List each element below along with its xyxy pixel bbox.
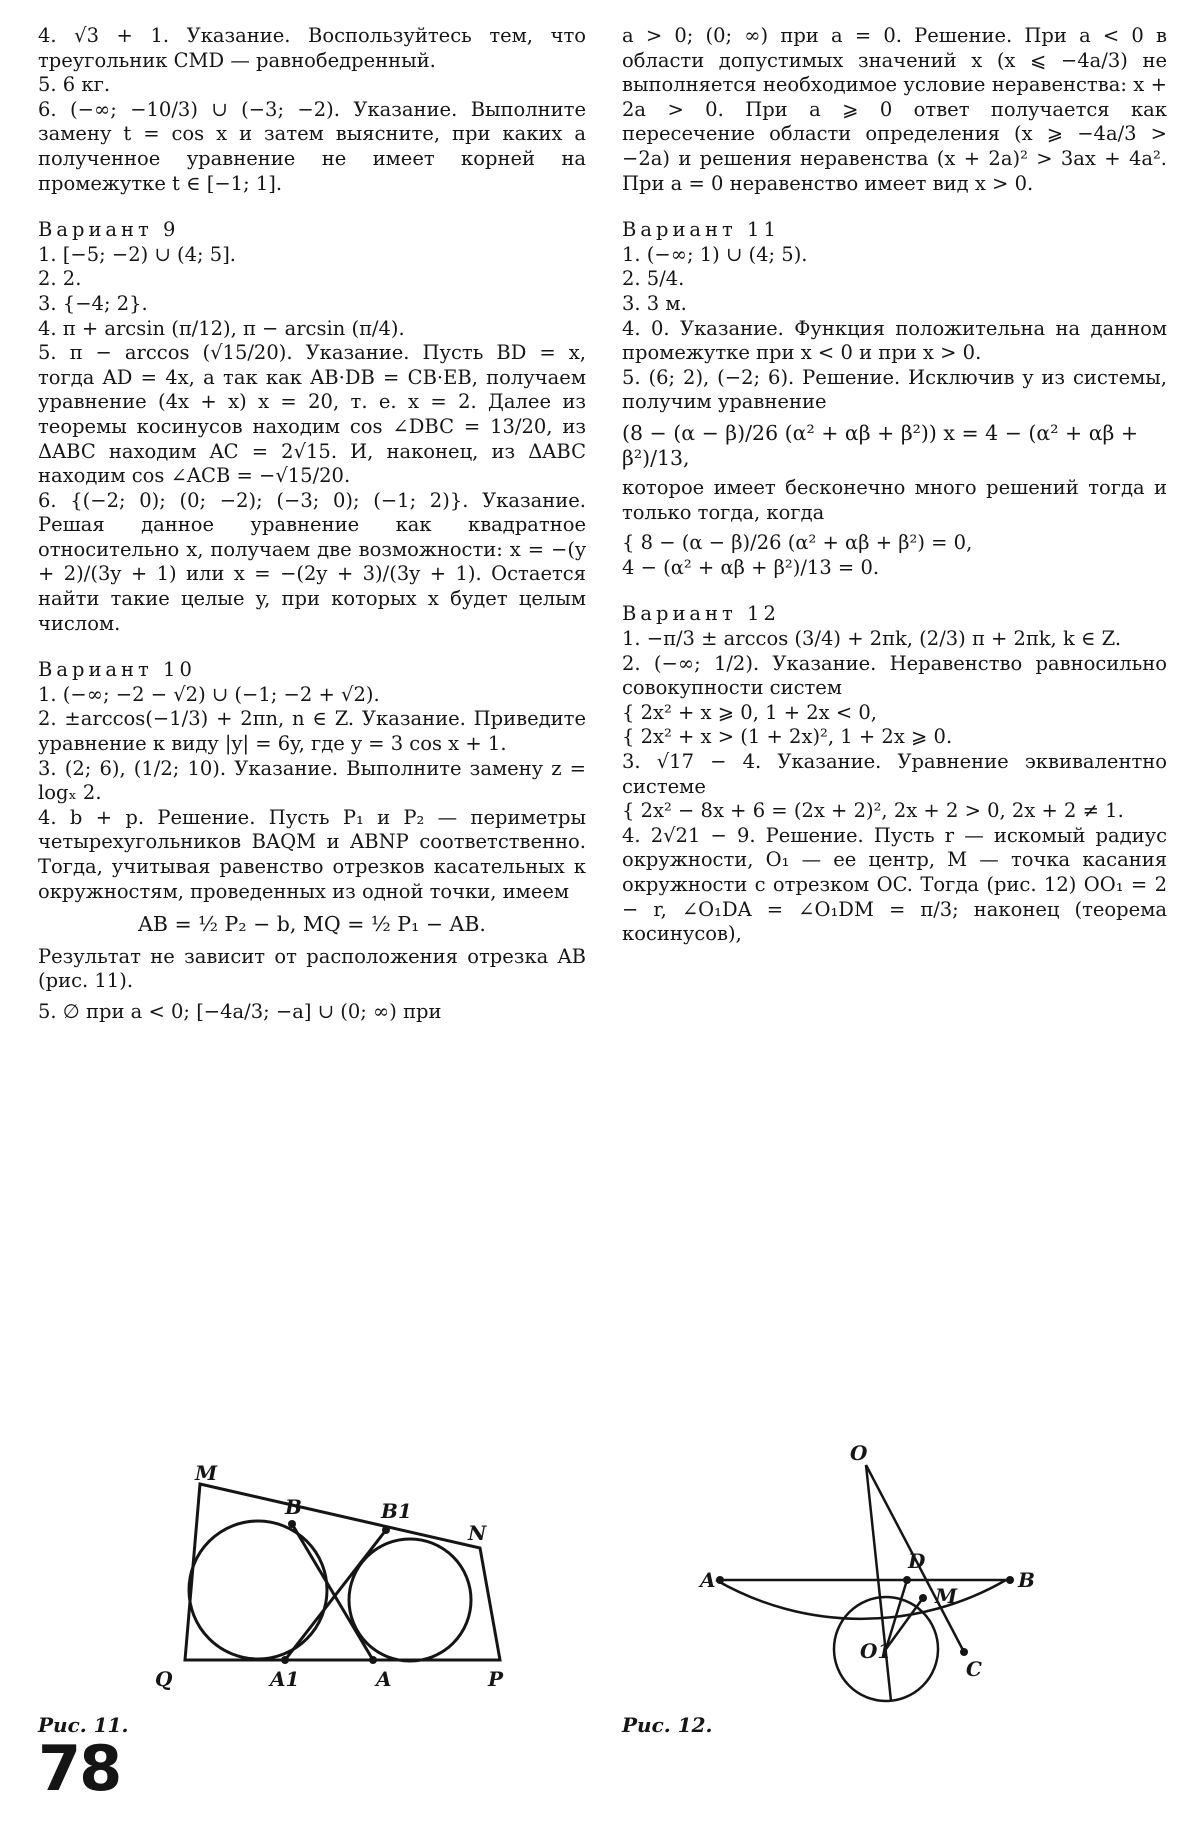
fig12-label-b: B bbox=[1018, 1568, 1035, 1592]
v12-answer-4: 4. 2√21 − 9. Решение. Пусть r — искомый радиус окружности, O₁ — ее центр, M — точка касания окружности с отрезком OC. Тогда (рис. 12) OO₁ = 2 − r, ∠O₁DA = ∠O₁DM = π/3; наконец (теорема косинусов), bbox=[622, 823, 1167, 946]
variant-12-heading: Вариант 12 bbox=[622, 602, 780, 626]
fig11-circle-left bbox=[189, 1521, 327, 1659]
variant-11-heading: Вариант 11 bbox=[622, 218, 780, 242]
fig12-label-o: O bbox=[850, 1441, 868, 1465]
v12-system-2: { 2x² + x > (1 + 2x)², 1 + 2x ⩾ 0. bbox=[622, 725, 953, 749]
v9-answer-3: 3. {−4; 2}. bbox=[38, 291, 148, 315]
fig11-label-a: A bbox=[376, 1667, 392, 1691]
fig12-arc bbox=[716, 1580, 1006, 1619]
variant-9-heading: Вариант 9 bbox=[38, 218, 180, 242]
fig11-label-q: Q bbox=[155, 1667, 173, 1691]
figure-12-caption: Рис. 12. bbox=[622, 1713, 713, 1737]
v10-formula: AB = ½ P₂ − b, MQ = ½ P₁ − AB. bbox=[138, 912, 486, 937]
v10-answer-1: 1. (−∞; −2 − √2) ∪ (−1; −2 + √2). bbox=[38, 682, 380, 706]
fig12-line-od bbox=[866, 1465, 891, 1701]
v10-answer-2: 2. ±arccos(−1/3) + 2πn, n ∈ Z. Указание. Приведите уравнение к виду |y| = 6y, где y = 3 cos x + 1. bbox=[38, 707, 586, 756]
v12-system-1: { 2x² + x ⩾ 0, 1 + 2x < 0, bbox=[622, 700, 877, 724]
fig12-label-m: M bbox=[935, 1584, 958, 1608]
v9-answer-4: 4. π + arcsin (π/12), π − arcsin (π/4). bbox=[38, 316, 405, 340]
fig12-label-a: A bbox=[700, 1568, 716, 1592]
fig11-label-b: B bbox=[285, 1495, 302, 1519]
v12-system-3: { 2x² − 8x + 6 = (2x + 2)², 2x + 2 > 0, 2x + 2 ≠ 1. bbox=[622, 799, 1124, 823]
figure-11-caption: Рис. 11. bbox=[38, 1713, 129, 1737]
answer-4: 4. √3 + 1. Указание. Воспользуйтесь тем, что треугольник CMD — равнобедренный. bbox=[38, 24, 586, 72]
fig11-label-m: M bbox=[195, 1461, 218, 1485]
v10-answer-3: 3. (2; 6), (1/2; 10). Указание. Выполните замену z = logₓ 2. bbox=[38, 756, 586, 805]
answer-5: 5. 6 кг. bbox=[38, 73, 111, 97]
fig11-label-b1: B1 bbox=[381, 1499, 412, 1523]
v11-system-line-2: 4 − (α² + αβ + β²)/13 = 0. bbox=[622, 555, 880, 579]
v10-answer-5: 5. ∅ при a < 0; [−4a/3; −a] ∪ (0; ∞) при bbox=[38, 999, 442, 1023]
fig11-quadrilateral bbox=[185, 1484, 500, 1660]
fig11-circle-right bbox=[349, 1539, 471, 1661]
v11-text: которое имеет бесконечно много решений тогда и только тогда, когда bbox=[622, 476, 1167, 524]
figures bbox=[0, 1420, 1200, 1737]
fig12-line-o1m bbox=[886, 1598, 923, 1649]
fig11-label-n: N bbox=[468, 1521, 487, 1545]
v11-answer-5: 5. (6; 2), (−2; 6). Решение. Исключив y из системы, получим уравнение bbox=[622, 365, 1167, 414]
fig12-label-o1: O1 bbox=[860, 1639, 892, 1663]
variant-10-heading: Вариант 10 bbox=[38, 658, 196, 682]
v9-answer-2: 2. 2. bbox=[38, 267, 82, 291]
fig11-label-a1: A1 bbox=[270, 1667, 300, 1691]
v12-answer-1: 1. −π/3 ± arccos (3/4) + 2πk, (2/3) π + 2πk, k ∈ Z. bbox=[622, 627, 1122, 651]
v10-answer-5-cont: a > 0; (0; ∞) при a = 0. Решение. При a < 0 в области допустимых значений x (x ⩽ −4a/3) не выполняется необходимое условие неравенства: x + 2a > 0. При a ⩾ 0 ответ получается как пересечение области определения (x ⩾ −4a/3 > −2a) и решения неравенства (x + 2a)² > 3ax + 4a². При a = 0 неравенство имеет вид x > 0. bbox=[622, 24, 1167, 195]
v11-equation: (8 − (α − β)/26 (α² + αβ + β²)) x = 4 − (α² + αβ + β²)/13, bbox=[622, 420, 1139, 470]
v12-answer-3: 3. √17 − 4. Указание. Уравнение эквивалентно системе bbox=[622, 750, 1167, 798]
v11-answer-4: 4. 0. Указание. Функция положительна на данном промежутке при x < 0 и при x > 0. bbox=[622, 316, 1167, 365]
fig12-label-c: C bbox=[966, 1657, 982, 1681]
figure-11 bbox=[185, 1484, 500, 1661]
v12-answer-2: 2. (−∞; 1/2). Указание. Неравенство равносильно совокупности систем bbox=[622, 651, 1167, 700]
v10-result: Результат не зависит от расположения отрезка AB (рис. 11). bbox=[38, 944, 586, 993]
v9-answer-6: 6. {(−2; 0); (0; −2); (−3; 0); (−1; 2)}. Указание. Решая данное уравнение как квадратное относительно x, получаем две возможности: x = −(y + 2)/(3y + 1) или x = −(2y + 3)/(3y + 1). Остается найти такие целые y, при которых x будет целым числом. bbox=[38, 488, 586, 635]
v9-answer-5: 5. π − arccos (√15/20). Указание. Пусть BD = x, тогда AD = 4x, а так как AB·DB = CB·EB, получаем уравнение (4x + x) x = 20, т. е. x = 2. Далее из теоремы косинусов находим cos ∠DBC = 13/20, из ΔABC находим AC = 2√15. И, наконец, из ΔABC находим cos ∠ACB = −√15/20. bbox=[38, 341, 586, 488]
fig11-label-p: P bbox=[488, 1667, 504, 1691]
v11-system-line-1: { 8 − (α − β)/26 (α² + αβ + β²) = 0, bbox=[622, 531, 973, 555]
page-number: 78 bbox=[38, 1732, 121, 1805]
v11-answer-3: 3. 3 м. bbox=[622, 291, 687, 315]
fig11-tangent-2 bbox=[285, 1530, 386, 1660]
answer-6: 6. (−∞; −10/3) ∪ (−3; −2). Указание. Выполните замену t = cos x и затем выясните, при каких a полученное уравнение не имеет корней на промежутке t ∈ [−1; 1]. bbox=[38, 97, 586, 195]
fig12-label-d: D bbox=[908, 1549, 926, 1573]
figure-drawings bbox=[0, 1420, 1200, 1720]
v11-answer-2: 2. 5/4. bbox=[622, 267, 685, 291]
v10-answer-4: 4. b + p. Решение. Пусть P₁ и P₂ — периметры четырехугольников BAQM и ABNP соответственно. Тогда, учитывая равенство отрезков касательных к окружностям, проведенных из одной точки, имеем bbox=[38, 805, 586, 903]
v9-answer-1: 1. [−5; −2) ∪ (4; 5]. bbox=[38, 242, 237, 266]
v11-answer-1: 1. (−∞; 1) ∪ (4; 5). bbox=[622, 242, 808, 266]
